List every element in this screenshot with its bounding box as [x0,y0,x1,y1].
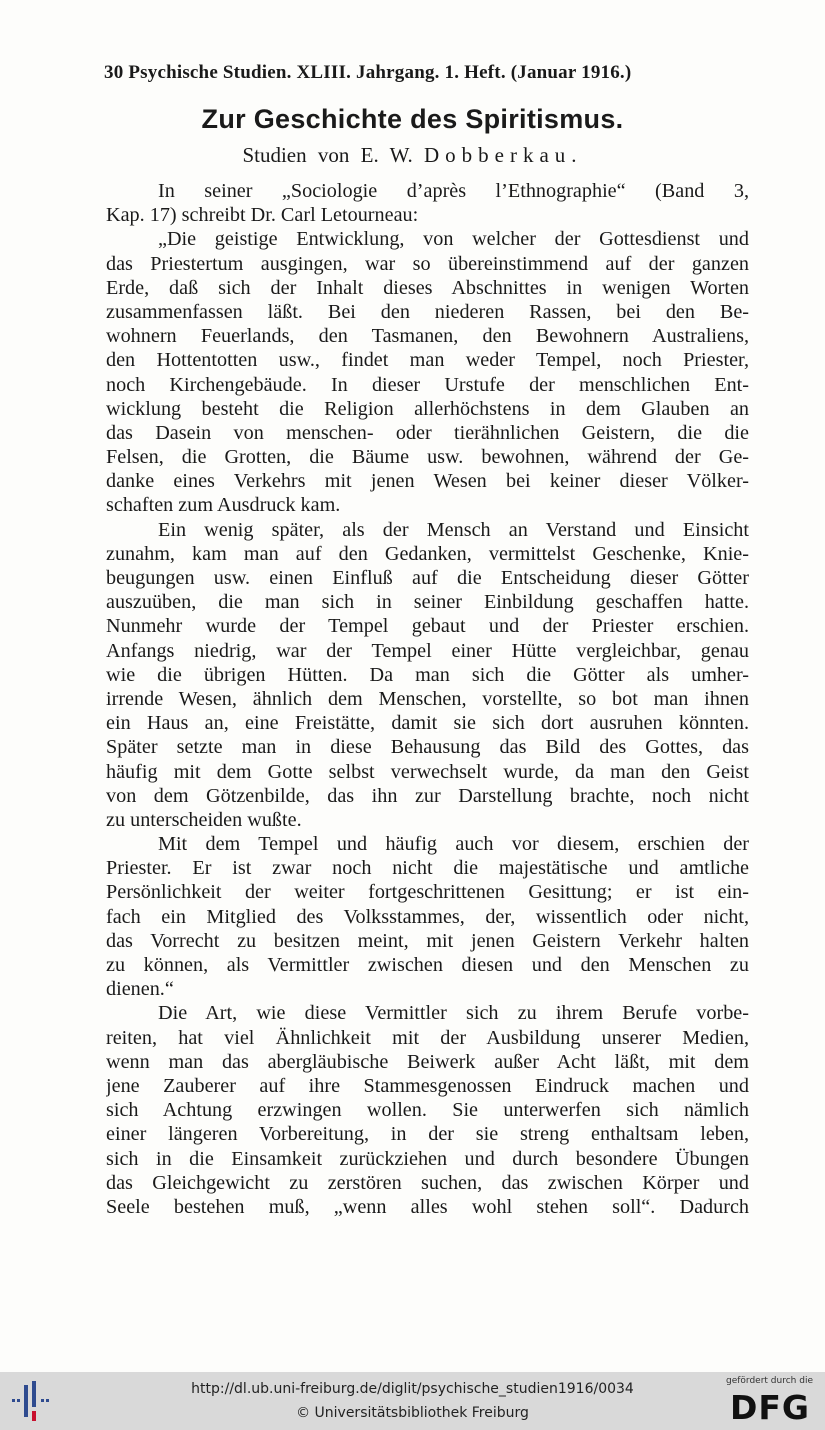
article-title: Zur Geschichte des Spiritismus. [201,104,624,134]
text-line: das Dasein von menschen- oder tierähnlichen Geistern, die die [106,421,749,444]
funded-by-label: gefördert durch die [726,1376,813,1386]
text-line: irrende Wesen, ähnlich dem Menschen, vorstellte, so bot man ihnen [106,687,749,710]
text-line: schaften zum Ausdruck kam. [106,494,341,517]
text-line: Felsen, die Grotten, die Bäume usw. bewohnen, während der Ge- [106,446,749,469]
text-line: Persönlichkeit der weiter fortgeschrittenen Gesittung; er ist ein- [106,881,749,904]
text-line: wenn man das abergläubische Beiwerk außer Acht läßt, mit dem [106,1050,749,1073]
text-line: Mit dem Tempel und häufig auch vor diesem, erschien der [158,833,749,856]
text-line: von dem Götzenbilde, das ihn zur Darstellung brachte, noch nicht [106,784,749,807]
page-url-link[interactable]: http://dl.ub.uni-freiburg.de/diglit/psychische_studien1916/0034 [191,1381,634,1397]
text-line: reiten, hat viel Ähnlichkeit mit der Ausbildung unserer Medien, [106,1026,749,1049]
text-line: Die Art, wie diese Vermittler sich zu ihrem Berufe vorbe- [158,1002,749,1025]
text-line: häufig mit dem Gotte selbst verwechselt wurde, da man den Geist [106,760,749,783]
subtitle-prefix: Studien von E. W. [242,143,413,167]
author-name: Dobberkau. [423,143,583,167]
text-line: Kap. 17) schreibt Dr. Carl Letourneau: [106,204,419,227]
text-line: beugungen usw. einen Einfluß auf die Entscheidung dieser Götter [106,567,749,589]
text-line: wohnern Feuerlands, den Tasmanen, den Bewohnern Australiens, [106,325,749,348]
text-line: den Hottentotten usw., findet man weder Tempel, noch Priester, [106,349,749,372]
article-subtitle [0,143,825,168]
running-head: 30 Psychische Studien. XLIII. Jahrgang. 1. Heft. (Januar 1916.) [104,62,632,83]
text-line: das Gleichgewicht zu zerstören suchen, das zwischen Körper und [106,1171,749,1194]
text-line: noch Kirchengebäude. In dieser Urstufe der menschlichen Ent- [106,373,749,396]
text-line: „Die geistige Entwicklung, von welcher der Gottesdienst und [158,228,749,251]
text-line: Priester. Er ist zwar noch nicht die majestätische und amtliche [106,857,749,880]
text-line: jene Zauberer auf ihre Stammesgenossen Eindruck machen und [106,1074,749,1097]
text-line: Nunmehr wurde der Tempel gebaut und der Priester erschien. [106,615,749,638]
copyright-notice: © Universitätsbibliothek Freiburg [296,1405,529,1421]
text-line: sich in die Einsamkeit zurückziehen und durch besondere Übungen [106,1147,749,1170]
text-line: das Vorrecht zu besitzen meint, mit jenen Geistern Verkehr halten [106,929,749,952]
text-line: Später setzte man in diese Behausung das Bild des Gottes, das [106,736,749,759]
article-body [106,179,749,1219]
text-line: Seele bestehen muß, „wenn alles wohl stehen soll“. Dadurch [106,1195,749,1218]
svg-text:DFG: DFG [729,1389,811,1423]
text-line: danke eines Verkehrs mit jenen Wesen bei keiner dieser Völker- [106,470,749,493]
text-line: zunahm, kam man auf den Gedanken, vermittelst Geschenke, Knie- [106,542,749,565]
text-line: sich Achtung erzwingen wollen. Sie unterwerfen sich nämlich [106,1099,749,1122]
text-line: zu unterscheiden wußte. [106,808,302,831]
text-line: In seiner „Sociologie d’après l’Ethnographie“ (Band 3, [158,180,749,202]
text-line: fach ein Mitglied des Volksstammes, der, wissentlich oder nicht, [106,905,749,928]
viewer-footer [0,1372,825,1430]
text-line: Erde, daß sich der Inhalt dieses Abschnittes in wenigen Worten [106,276,749,299]
text-line: Ein wenig später, als der Mensch an Verstand und Einsicht [158,518,749,541]
text-line: auszuüben, die man sich in seiner Einbildung geschaffen hatte. [106,591,749,614]
dfg-logo-icon [727,1389,813,1423]
text-line: einer längeren Vorbereitung, in der sie streng enthaltsam leben, [106,1123,749,1146]
text-line: wicklung besteht die Religion allerhöchstens in dem Glauben an [106,397,749,420]
text-line: zu können, als Vermittler zwischen diesen und den Menschen zu [106,954,749,976]
text-line: ein Haus an, eine Freistätte, damit sie sich dort ausruhen könnten. [106,712,749,735]
text-line: wie die übrigen Hütten. Da man sich die Götter als umher- [106,663,749,686]
text-line: dienen.“ [106,978,174,1001]
text-line: das Priestertum ausgingen, war so übereinstimmend auf der ganzen [106,252,749,275]
text-line: Anfangs niedrig, war der Tempel einer Hütte vergleichbar, genau [106,639,749,662]
text-line: zusammenfassen läßt. Bei den niederen Rassen, bei den Be- [106,300,749,323]
